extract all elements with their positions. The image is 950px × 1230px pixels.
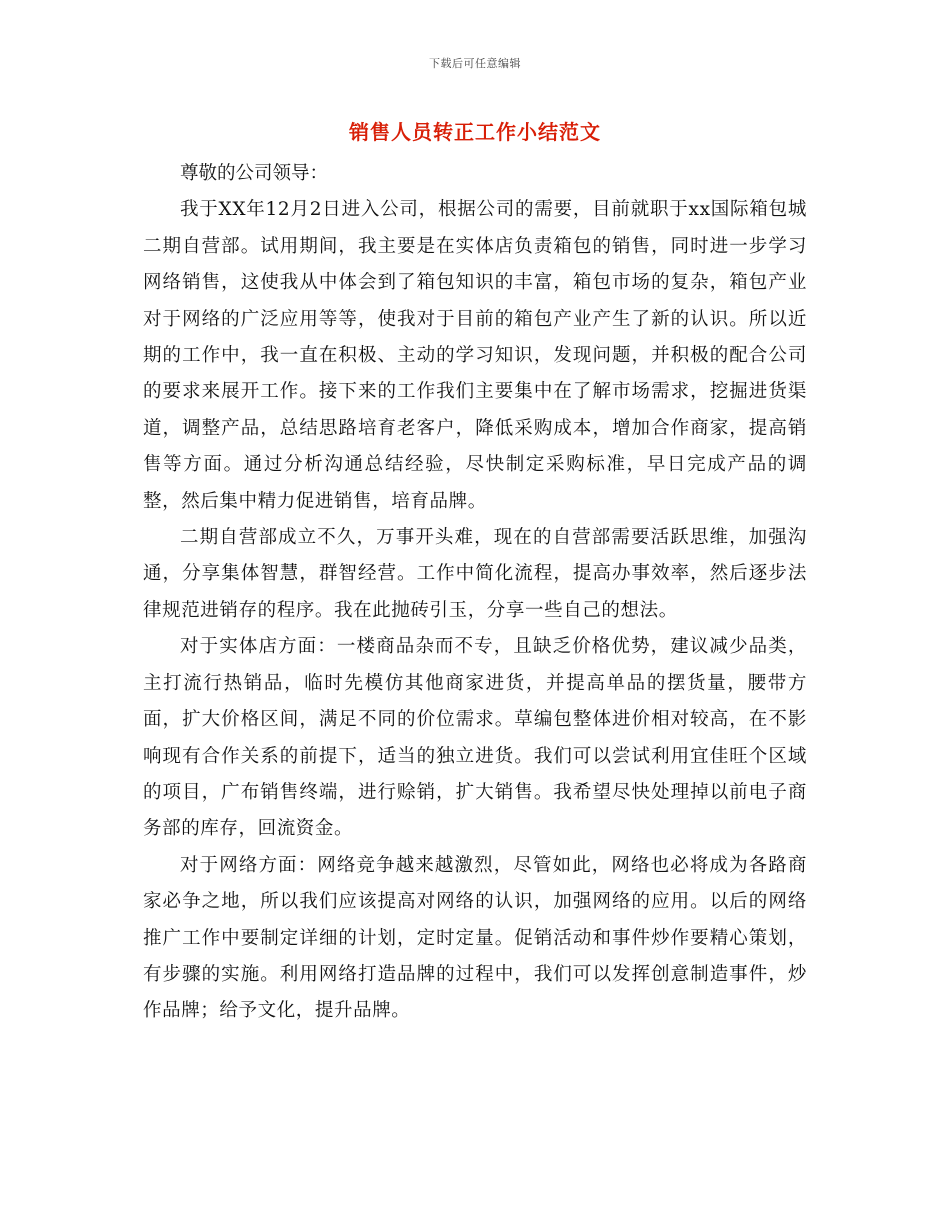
paragraph-2: 二期自营部成立不久，万事开头难，现在的自营部需要活跃思维，加强沟通，分享集体智慧，群智经营。工作中简化流程，提高办事效率，然后逐步法律规范进销存的程序。我在此抛砖引玉，分享一些自己的想法。 (143, 527, 807, 621)
document-body (143, 156, 807, 1030)
paragraph-1: 我于XX年12月2日进入公司，根据公司的需要，目前就职于xx国际箱包城二期自营部。试用期间，我主要是在实体店负责箱包的销售，同时进一步学习网络销售，这使我从中体会到了箱包知识的丰富，箱包市场的复杂，箱包产业对于网络的广泛应用等等，使我对于目前的箱包产业产生了新的认识。所以近期的工作中，我一直在积极、主动的学习知识，发现问题，并积极的配合公司的要求来展开工作。接下来的工作我们主要集中在了解市场需求，挖掘进货渠道，调整产品，总结思路培育老客户，降低采购成本，增加合作商家，提高销售等方面。通过分析沟通总结经验，尽快制定采购标准，早日完成产品的调整，然后集中精力促进销售，培育品牌。 (143, 199, 807, 512)
paragraph-4: 对于网络方面：网络竞争越来越激烈，尽管如此，网络也必将成为各路商家必争之地，所以我们应该提高对网络的认识，加强网络的应用。以后的网络推广工作中要制定详细的计划，定时定量。促销活动和事件炒作要精心策划，有步骤的实施。利用网络打造品牌的过程中，我们可以发挥创意制造事件，炒作品牌；给予文化，提升品牌。 (143, 854, 807, 1022)
document-title: 销售人员转正工作小结范文 (349, 120, 601, 144)
header-note: 下载后可任意编辑 (429, 57, 521, 70)
paragraph-3: 对于实体店方面：一楼商品杂而不专，且缺乏价格优势，建议减少品类，主打流行热销品，临时先模仿其他商家进货，并提高单品的摆货量，腰带方面，扩大价格区间，满足不同的价位需求。草编包整体进价相对较高，在不影响现有合作关系的前提下，适当的独立进货。我们可以尝试利用宜佳旺个区域的项目，广布销售终端，进行赊销，扩大销售。我希望尽快处理掉以前电子商务部的库存，回流资金。 (143, 636, 807, 840)
salutation: 尊敬的公司领导： (180, 163, 329, 184)
